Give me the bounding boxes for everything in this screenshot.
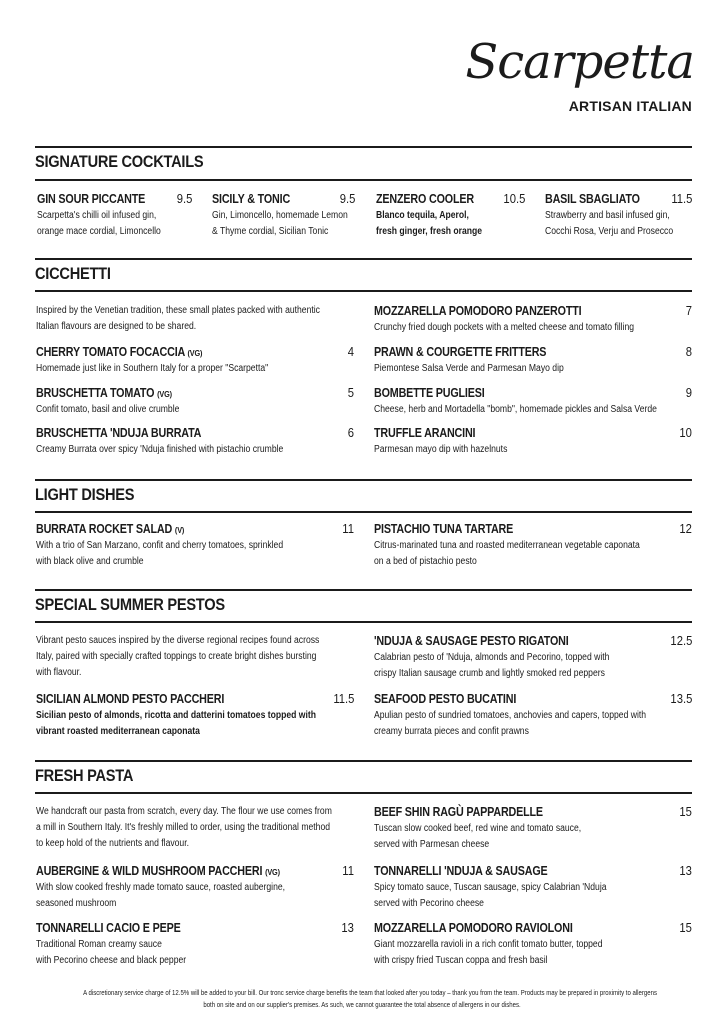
item-price: 9.5 — [176, 192, 192, 206]
item-price: 12 — [679, 522, 692, 536]
item-price: 12.5 — [670, 634, 692, 648]
item-price: 9.5 — [339, 192, 355, 206]
menu-item — [545, 192, 692, 239]
section-title: CICCHETTI — [35, 264, 111, 283]
item-price: 15 — [679, 805, 692, 819]
item-price: 13.5 — [670, 692, 692, 706]
item-description: Cheese, herb and Mortadella "bomb", homemade pickles and Salsa Verde — [374, 404, 657, 415]
item-name: TRUFFLE ARANCINI — [374, 426, 476, 440]
item-description: Parmesan mayo dip with hazelnuts — [374, 444, 508, 455]
item-price: 9 — [685, 386, 692, 400]
intro-line: Vibrant pesto sauces inspired by the diverse regional recipes found across — [36, 635, 320, 646]
item-price: 15 — [679, 921, 692, 935]
item-name: MOZZARELLA POMODORO RAVIOLONI — [374, 921, 573, 935]
section-intro — [36, 303, 366, 335]
item-description: With slow cooked freshly made tomato sauce, roasted aubergine, — [36, 882, 286, 893]
menu-item — [36, 426, 354, 458]
section-title: SIGNATURE COCKTAILS — [35, 152, 204, 171]
item-description: Creamy Burrata over spicy 'Nduja finished with pistachio crumble — [36, 444, 284, 455]
menu-item — [36, 522, 354, 569]
section-rule — [35, 792, 692, 794]
item-description: Sicilian pesto of almonds, ricotta and datterini tomatoes topped with — [36, 710, 317, 721]
section-rule — [35, 146, 692, 148]
footer-line: A discretionary service charge of 12.5% will be added to your bill. Our tronc service charge benefits the team that looked after you today – thank you from the team. Products may be prepared in proximity to allergens — [83, 988, 657, 997]
item-name: BOMBETTE PUGLIESI — [374, 386, 485, 400]
menu-item — [374, 692, 692, 739]
item-description: served with Pecorino cheese — [374, 897, 484, 909]
item-description: vibrant roasted mediterranean caponata — [36, 725, 200, 737]
item-description: Giant mozzarella ravioli in a rich confit tomato butter, topped — [374, 939, 603, 950]
menu-item — [374, 634, 692, 681]
item-description: crispy Italian sausage crumb and lightly smoked red peppers — [374, 667, 605, 679]
item-description: seasoned mushroom — [36, 897, 117, 909]
section-rule — [35, 290, 692, 292]
menu-item — [212, 192, 355, 239]
menu-item — [374, 426, 692, 458]
menu-item — [374, 864, 692, 911]
item-description: Confit tomato, basil and olive crumble — [36, 404, 180, 415]
diet-tag: (VG) — [265, 867, 280, 877]
menu-item — [36, 345, 354, 377]
section-rule — [35, 589, 692, 591]
item-description: Spicy tomato sauce, Tuscan sausage, spicy Calabrian 'Nduja — [374, 882, 607, 893]
item-description: with Pecorino cheese and black pepper — [36, 954, 187, 966]
item-name: 'NDUJA & SAUSAGE PESTO RIGATONI — [374, 634, 569, 648]
menu-item — [36, 921, 354, 968]
menu-item — [374, 386, 692, 418]
item-price: 11 — [342, 864, 354, 878]
item-name: CHERRY TOMATO FOCACCIA — [36, 345, 185, 359]
item-description: Cocchi Rosa, Verju and Prosecco — [545, 225, 674, 237]
section-title: SPECIAL SUMMER PESTOS — [35, 595, 225, 614]
item-description: Gin, Limoncello, homemade Lemon — [212, 210, 348, 221]
brand-script: Scarpetta — [465, 34, 694, 90]
item-price: 5 — [347, 386, 354, 400]
menu-item — [36, 864, 354, 911]
section-rule — [35, 621, 692, 623]
intro-line: Italy, paired with specially crafted toppings to create bright dishes bursting — [36, 651, 317, 662]
item-name: AUBERGINE & WILD MUSHROOM PACCHERI — [36, 864, 263, 878]
intro-line: We handcraft our pasta from scratch, every day. The flour we use comes from — [36, 806, 332, 817]
item-name: PRAWN & COURGETTE FRITTERS — [374, 345, 547, 359]
brand-logo — [465, 28, 694, 118]
intro-line: Inspired by the Venetian tradition, these small plates packed with authentic — [36, 305, 320, 316]
item-name: MOZZARELLA POMODORO PANZEROTTI — [374, 304, 582, 318]
item-name: SICILY & TONIC — [212, 192, 291, 206]
section-rule — [35, 258, 692, 260]
item-description: Strawberry and basil infused gin, — [545, 210, 670, 221]
item-name: BRUSCHETTA TOMATO — [36, 386, 155, 400]
item-description: Traditional Roman creamy sauce — [36, 939, 162, 950]
item-description: served with Parmesan cheese — [374, 838, 490, 850]
intro-line: to keep hold of the nutrients and flavour. — [36, 838, 189, 849]
item-name: BURRATA ROCKET SALAD — [36, 522, 173, 536]
item-name: PISTACHIO TUNA TARTARE — [374, 522, 514, 536]
menu-item — [374, 345, 692, 377]
item-price: 13 — [341, 921, 354, 935]
item-price: 8 — [685, 345, 692, 359]
diet-tag: (V) — [174, 525, 185, 535]
item-description: orange mace cordial, Limoncello — [37, 225, 161, 237]
item-description: Citrus-marinated tuna and roasted mediterranean vegetable caponata — [374, 540, 640, 551]
menu-item — [376, 192, 525, 239]
section-title: FRESH PASTA — [35, 766, 134, 785]
footer-disclaimer — [30, 987, 694, 1010]
intro-line: Italian flavours are designed to be shared. — [36, 321, 197, 332]
item-description: on a bed of pistachio pesto — [374, 555, 477, 567]
section-title: LIGHT DISHES — [35, 485, 135, 504]
intro-line: a mill in Southern Italy. It's freshly milled to order, using the traditional method — [36, 822, 331, 833]
item-description: Blanco tequila, Aperol, — [376, 210, 469, 221]
item-price: 13 — [679, 864, 692, 878]
menu-item — [374, 921, 692, 968]
item-name: SEAFOOD PESTO BUCATINI — [374, 692, 517, 706]
menu-item — [374, 805, 692, 852]
item-price: 4 — [347, 345, 354, 359]
item-description: Homemade just like in Southern Italy for a proper "Scarpetta" — [36, 363, 269, 374]
item-name: BRUSCHETTA 'NDUJA BURRATA — [36, 426, 202, 440]
section-intro — [36, 633, 365, 681]
item-description: Tuscan slow cooked beef, red wine and tomato sauce, — [374, 823, 582, 834]
item-price: 10.5 — [503, 192, 525, 206]
menu-item — [374, 522, 692, 569]
item-description: Apulian pesto of sundried tomatoes, anchovies and capers, topped with — [374, 710, 647, 721]
item-description: Crunchy fried dough pockets with a melted cheese and tomato filling — [374, 322, 635, 333]
footer-line: both on site and on our supplier's premises. As such, we cannot guarantee the total absence of allergens in our dishes. — [203, 999, 521, 1009]
item-price: 7 — [685, 304, 692, 318]
menu-item — [36, 692, 354, 739]
item-description: with crispy fried Tuscan coppa and fresh basil — [374, 954, 548, 966]
item-name: TONNARELLI CACIO E PEPE — [36, 921, 181, 935]
section-rule — [35, 179, 692, 181]
item-price: 11 — [342, 522, 354, 536]
item-description: & Thyme cordial, Sicilian Tonic — [212, 225, 329, 237]
section-rule — [35, 511, 692, 513]
diet-tag: (VG) — [187, 348, 203, 358]
item-description: Calabrian pesto of 'Nduja, almonds and Pecorino, topped with — [374, 652, 610, 663]
intro-line: with flavour. — [36, 667, 82, 678]
section-rule — [35, 760, 692, 762]
item-description: with black olive and crumble — [36, 555, 144, 567]
item-price: 11.5 — [670, 192, 692, 206]
menu-item — [37, 192, 192, 239]
section-rule — [35, 479, 692, 481]
item-description: fresh ginger, fresh orange — [376, 225, 483, 237]
item-name: GIN SOUR PICCANTE — [37, 192, 146, 206]
item-description: creamy burrata pieces and confit prawns — [374, 725, 529, 737]
item-name: BEEF SHIN RAGÙ PAPPARDELLE — [374, 805, 543, 819]
diet-tag: (VG) — [157, 389, 172, 399]
brand-tagline: ARTISAN ITALIAN — [568, 98, 692, 114]
item-name: ZENZERO COOLER — [376, 192, 474, 206]
item-name: SICILIAN ALMOND PESTO PACCHERI — [36, 692, 225, 706]
item-price: 6 — [347, 426, 354, 440]
item-description: With a trio of San Marzano, confit and cherry tomatoes, sprinkled — [36, 540, 284, 551]
item-name: TONNARELLI 'NDUJA & SAUSAGE — [374, 864, 548, 878]
item-price: 10 — [679, 426, 692, 440]
item-price: 11.5 — [332, 692, 354, 706]
menu-item — [36, 386, 354, 418]
section-intro — [36, 804, 380, 852]
menu-item — [374, 304, 692, 336]
item-name: BASIL SBAGLIATO — [545, 192, 640, 206]
item-description: Piemontese Salsa Verde and Parmesan Mayo dip — [374, 363, 564, 374]
item-description: Scarpetta's chilli oil infused gin, — [37, 210, 157, 221]
